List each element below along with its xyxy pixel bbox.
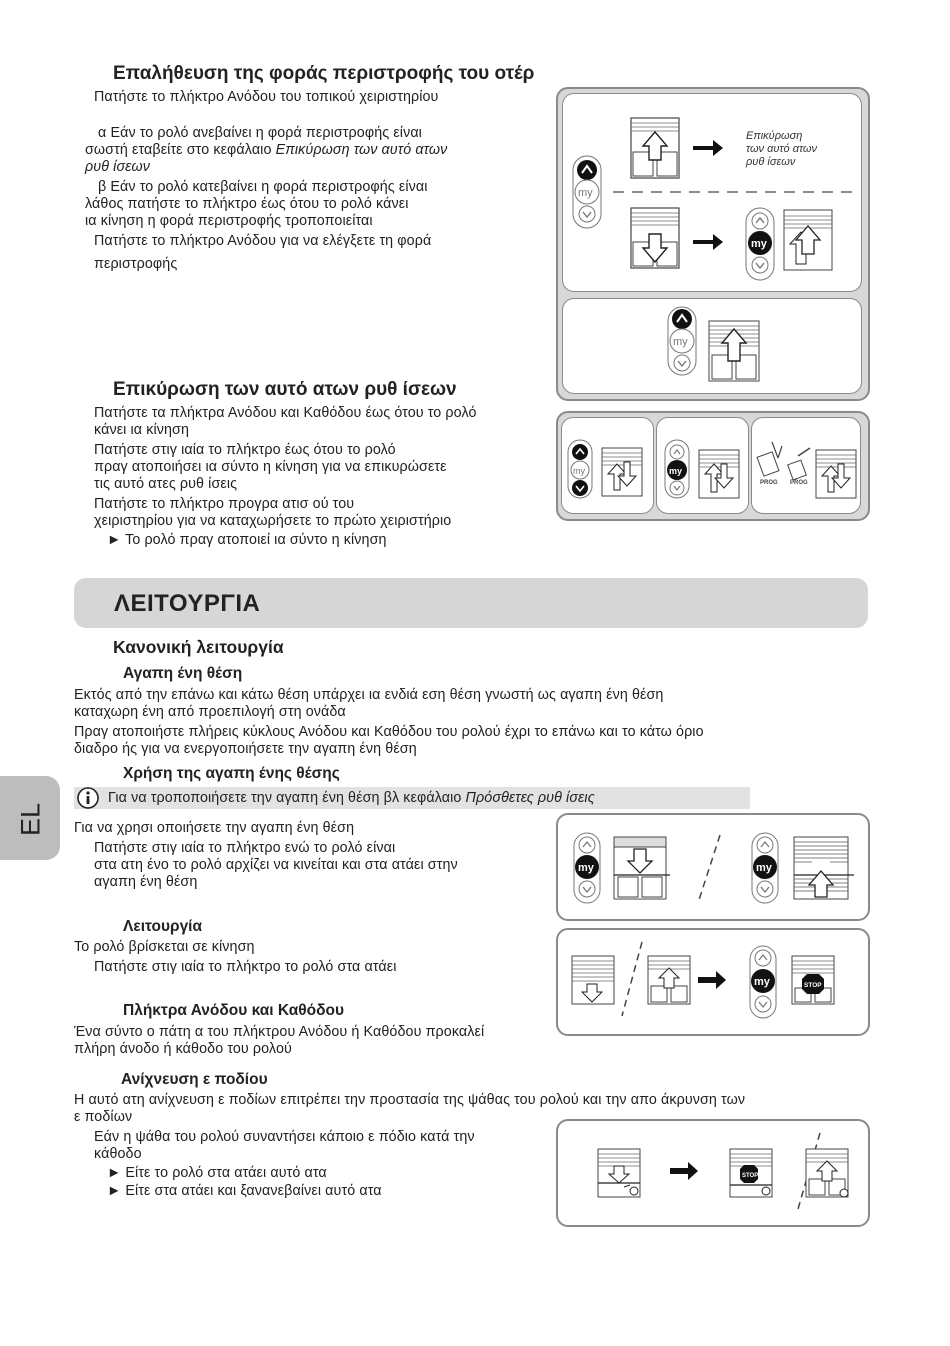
svg-text:my: my	[578, 862, 594, 874]
fav-line3: Πραγ ατοποιήστε πλήρεις κύκλους Ανόδου και Καθόδου του ρολού έχρι το επάνω και το κάτω όριο	[74, 724, 704, 740]
blind-up-icon	[631, 118, 679, 178]
info-note-text: Για να τροποποιήσετε την αγαπη ένη θέση βλ κεφάλαιο Πρόσθετες ρυθ ίσεις	[108, 790, 595, 806]
verify-line1: Πατήστε το πλήκτρο Ανόδου του τοπικού χειριστηρίου	[94, 89, 439, 105]
validate-l3: Πατήστε στιγ ιαία το πλήκτρο έως ότου το ρολό	[94, 442, 396, 458]
figure-validate-1	[561, 417, 654, 514]
svg-text:my: my	[754, 976, 770, 988]
validate-l8: ► Το ρολό πραγ ατοποιεί ια σύντο η κίνηση	[107, 532, 387, 548]
validate-l7: χειριστηρίου για να καταχωρήσετε το πρώτο χειριστήριο	[94, 513, 452, 529]
verify-c2: περιστροφής	[94, 256, 178, 272]
svg-text:PROG: PROG	[760, 480, 778, 486]
svg-text:Επικύρωση: Επικύρωση	[746, 130, 803, 142]
op-title: Λειτουργία	[123, 918, 203, 935]
keys-line2: πλήρη άνοδο ή κάθοδο του ρολού	[74, 1041, 292, 1057]
section-title: ΛΕΙΤΟΥΡΓΙΑ	[114, 590, 261, 617]
verify-title: Επαλήθευση της φοράς περιστροφής του οτέρ	[113, 63, 535, 84]
validate-l6: Πατήστε το πλήκτρο προγρα ατισ ού του	[94, 496, 355, 512]
figure-obstacle	[556, 1119, 870, 1227]
svg-text:my: my	[751, 238, 767, 250]
verify-a2: σωστή εταβείτε στο κεφάλαιο Επικύρωση των αυτό ατων	[85, 142, 448, 158]
figure-use	[556, 813, 870, 921]
verify-b1: β Εάν το ρολό κατεβαίνει η φορά περιστροφής είναι	[98, 179, 428, 195]
fav-line1: Εκτός από την επάνω και κάτω θέση υπάρχει ια ενδιά εση θέση γνωστή ως αγαπη ένη θέση	[74, 687, 664, 703]
normal-title: Κανονική λειτουργία	[113, 637, 284, 657]
verify-b3: ια κίνηση η φορά περιστροφής τροποποιείται	[85, 213, 373, 229]
use-line1: Για να χρησι οποιήσετε την αγαπη ένη θέση	[74, 820, 355, 836]
section-header-bar	[74, 578, 868, 628]
blind-down-icon	[631, 208, 679, 268]
play-arrow-icon	[693, 140, 723, 156]
use-line4: αγαπη ένη θέση	[94, 874, 198, 890]
use-line2: Πατήστε στιγ ιαία το πλήκτρο ενώ το ρολό είναι	[94, 840, 396, 856]
fav-line4: διαδρο ής για να ενεργοποιήσετε την αγαπη ένη θέση	[74, 741, 417, 757]
fav-title: Αγαπη ένη θέση	[123, 665, 243, 682]
remote-my-icon	[746, 208, 774, 280]
svg-text:STOP: STOP	[742, 1173, 759, 1179]
svg-text:των αυτό ατων: των αυτό ατων	[746, 143, 817, 155]
validate-title: Επικύρωση των αυτό ατων ρυθ ίσεων	[113, 379, 457, 400]
figure-verify-bottom	[562, 298, 862, 394]
obstacle-line1: Η αυτό ατη ανίχνευση ε ποδίων επιτρέπει την προστασία της ψάθας του ρολού και την απο άκρυνση των	[74, 1092, 746, 1108]
obstacle-title: Ανίχνευση ε ποδίου	[121, 1071, 268, 1088]
op-line1: Το ρολό βρίσκεται σε κίνηση	[74, 939, 255, 955]
obstacle-line5: ► Είτε το ρολό στα ατάει αυτό ατα	[107, 1165, 327, 1181]
svg-text:STOP: STOP	[804, 982, 822, 989]
validate-l4: πραγ ατοποιήσει ια σύντο η κίνηση για να επικυρώσετε	[94, 459, 447, 475]
svg-text:my: my	[673, 336, 688, 348]
svg-text:my: my	[573, 466, 585, 476]
verify-a1: α Εάν το ρολό ανεβαίνει η φορά περιστροφής είναι	[98, 125, 422, 141]
verify-a3: ρυθ ίσεων	[85, 159, 151, 175]
verify-c1: Πατήστε το πλήκτρο Ανόδου για να ελέγξετε τη φορά	[94, 233, 432, 249]
figure-validate-2	[656, 417, 749, 514]
figure-operation	[556, 928, 870, 1036]
info-note-bar	[74, 787, 750, 809]
use-line3: στα ατη ένο το ρολό αρχίζει να κινείται και στα ατάει στην	[94, 857, 458, 873]
validate-l1: Πατήστε τα πλήκτρα Ανόδου και Καθόδου έως ότου το ρολό	[94, 405, 477, 421]
keys-title: Πλήκτρα Ανόδου και Καθόδου	[123, 1002, 344, 1019]
language-tab: EL	[0, 776, 60, 860]
obstacle-line3: Εάν η ψάθα του ρολού συναντήσει κάποιο ε πόδιο κατά την	[94, 1129, 475, 1145]
validate-l2: κάνει ια κίνηση	[94, 422, 190, 438]
svg-text:my: my	[756, 862, 772, 874]
op-line2: Πατήστε στιγ ιαία το πλήκτρο το ρολό στα ατάει	[94, 959, 397, 975]
svg-text:PROG: PROG	[790, 480, 808, 486]
figure-verify-top	[562, 93, 862, 292]
obstacle-line6: ► Είτε στα ατάει και ξανανεβαίνει αυτό ατα	[107, 1183, 382, 1199]
validate-l5: τις αυτό ατες ρυθ ίσεις	[94, 476, 238, 492]
verify-b2: λάθος πατήστε το πλήκτρο έως ότου το ρολό κάνει	[85, 196, 409, 212]
remote-icon	[573, 156, 601, 228]
obstacle-line2: ε ποδίων	[74, 1109, 133, 1125]
hand-pointer-icon	[630, 1187, 638, 1195]
info-icon	[76, 786, 100, 810]
svg-text:my: my	[669, 466, 683, 476]
svg-text:ρυθ ίσεων: ρυθ ίσεων	[746, 156, 796, 168]
use-title: Χρήση της αγαπη ένης θέσης	[123, 765, 340, 782]
keys-line1: Ένα σύντο ο πάτη α του πλήκτρου Ανόδου ή Καθόδου προκαλεί	[74, 1024, 485, 1040]
obstacle-line4: κάθοδο	[94, 1146, 142, 1162]
fav-line2: καταχωρη ένη από προεπιλογή στη ονάδα	[74, 704, 346, 720]
svg-text:my: my	[578, 187, 593, 199]
figure-validate-3	[751, 417, 861, 514]
